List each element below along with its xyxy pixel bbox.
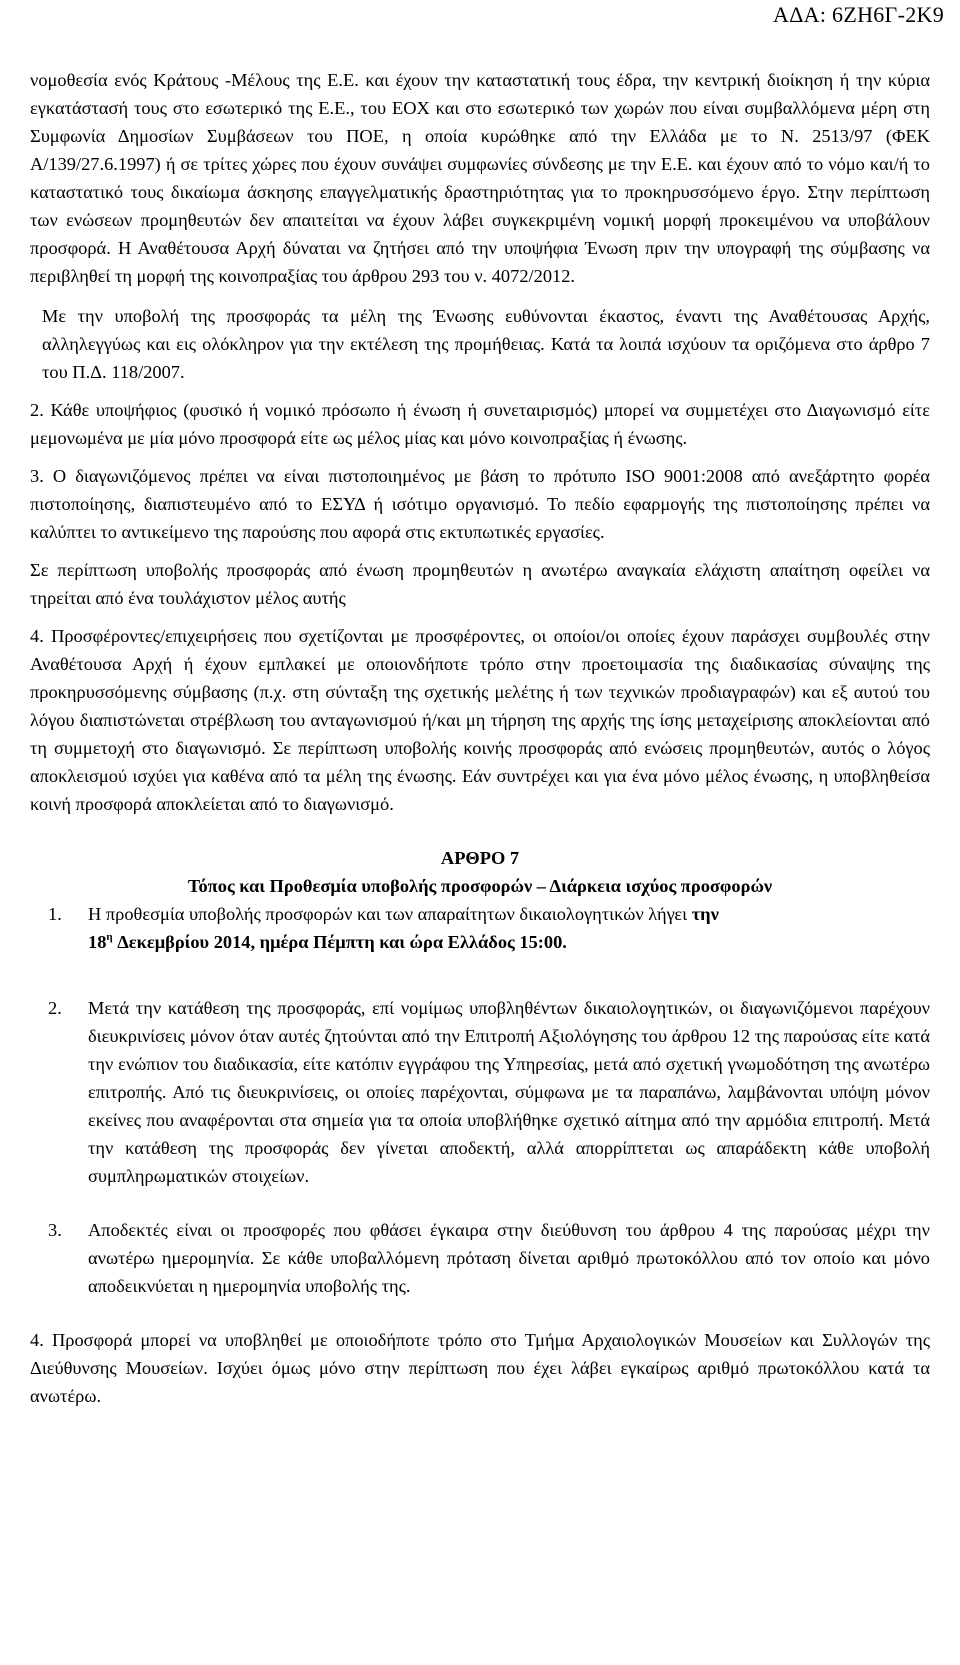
list-number: 1. — [48, 904, 62, 924]
list-number: 2. — [48, 998, 62, 1018]
list-number: 3. — [48, 1220, 62, 1240]
list-item — [30, 994, 930, 1190]
paragraph-union-requirement: Σε περίπτωση υποβολής προσφοράς από ένωση προμηθευτών η ανωτέρω αναγκαία ελάχιστη απαίτηση οφείλει να τηρείται από ένα τουλάχιστον μέλος αυτής — [30, 560, 930, 608]
list-item-text: Μετά την κατάθεση της προσφοράς, επί νομίμως υποβληθέντων δικαιολογητικών, οι διαγωνιζόμενοι παρέχουν διευκρινίσεις μόνον όταν αυτές ζητούνται από την Επιτροπή Αξιολόγησης του άρθρου 12 της παρούσας είτε κατά την ενώπιον του διαδικασία, είτε κατόπιν εγγράφου της Υπηρεσίας, μετά από σχετική γνωμοδότηση της ανωτέρω επιτροπής. Από τις διευκρινίσεις, οι οποίες παρέχονται, σύμφωνα με τα παραπάνω, λαμβάνονται υπόψη μόνον εκείνες που αναφέρονται στα σημεία για τα οποία υποβλήθηκε σχετικό αίτημα από την αρμόδια επιτροπή. Μετά την κατάθεση της προσφοράς δεν γίνεται αποδεκτή, αλλά απορρίπτεται ως απαράδεκτη κάθε υποβολή συμπληρωματικών στοιχείων. — [88, 998, 930, 1186]
list-item — [30, 900, 930, 956]
deadline-date: Δεκεμβρίου 2014, ημέρα Πέμπτη και ώρα Ελλάδος 15:00. — [117, 932, 567, 952]
list-item-text: Αποδεκτές είναι οι προσφορές που φθάσει έγκαιρα στην διεύθυνση του άρθρου 4 της παρούσας μέχρι την ανωτέρω ημερομηνία. Σε κάθε υποβαλλόμενη πρόταση δίνεται αριθμό πρωτοκόλλου από τον οποίο και μόνο αποδεικνύεται η ημερομηνία υποβολής της. — [88, 1220, 930, 1296]
paragraph-final: 4. Προσφορά μπορεί να υποβληθεί με οποιοδήποτε τρόπο στο Τμήμα Αρχαιολογικών Μουσείων και Συλλογών της Διεύθυνσης Μουσείων. Ισχύει όμως μόνο στην περίπτωση που έχει λάβει εγκαίρως αριθμό πρωτοκόλλου κατά τα ανωτέρω. — [30, 1330, 930, 1406]
deadline-text: Η προθεσμία υποβολής προσφορών και των απαραίτητων δικαιολογητικών λήγει — [88, 904, 688, 924]
paragraph-eligibility: νομοθεσία ενός Κράτους -Μέλους της Ε.Ε. και έχουν την καταστατική τους έδρα, την κεντρική διοίκηση ή την κύρια εγκατάστασή τους στο εσωτερικό της Ε.Ε., του ΕΟΧ και στο εσωτερικό των χωρών που είναι συμβαλλόμενα μέρη στη Συμφωνία Δημοσίων Συμβάσεων του ΠΟΕ, η οποία κυρώθηκε από την Ελλάδα με το Ν. 2513/97 (ΦΕΚ Α/139/27.6.1997) ή σε τρίτες χώρες που έχουν συνάψει συμφωνίες σύνδεσης με την Ε.Ε. και έχουν από το νόμο και/ή το καταστατικό τους δικαίωμα άσκησης επαγγελματικής δραστηριότητας για το προκηρυσσόμενο έργο. Στην περίπτωση των ενώσεων προμηθευτών δεν απαιτείται να έχουν λάβει συγκεκριμένη νομική μορφή προκειμένου να υποβάλουν προσφορά. Η Αναθέτουσα Αρχή δύναται να ζητήσει από την υποψήφια Ένωση πριν την υπογραφή της σύμβασης να περιβληθεί τη μορφή της κοινοπραξίας του άρθρου 293 του ν. 4072/2012. — [30, 70, 930, 286]
article-list — [30, 900, 930, 1300]
deadline-day-suffix: η — [106, 931, 113, 943]
paragraph-point-4: 4. Προσφέροντες/επιχειρήσεις που σχετίζονται με προσφέροντες, οι οποίοι/οι οποίες έχουν παράσχει συμβουλές στην Αναθέτουσα Αρχή ή έχουν εμπλακεί με οποιονδήποτε τρόπο στην προετοιμασία της διαδικασίας σύναψης της προκηρυσσόμενης σύμβασης (π.χ. στη σύνταξη της σχετικής μελέτης ή των τεχνικών προδιαγραφών) και εξ αυτού του λόγου διαπιστώνεται στρέβλωση του ανταγωνισμού ή/και μη τήρηση της αρχής της ίσης μεταχείρισης αποκλείονται από τη συμμετοχή στο διαγωνισμό. Σε περίπτωση υποβολής κοινής προσφοράς από ενώσεις προμηθευτών, αυτός ο λόγος αποκλεισμού ισχύει για καθένα από τα μέλη της ένωσης. Εάν συντρέχει και για ένα μόνο μέλος ένωσης, η υποβληθείσα κοινή προσφορά αποκλείεται από το διαγωνισμό. — [30, 626, 930, 814]
ada-code: ΑΔΑ: 6ΖΗ6Γ-2Κ9 — [773, 2, 944, 27]
deadline-day: 18 — [88, 932, 107, 952]
deadline-bold-prefix: την — [691, 904, 719, 924]
list-item — [30, 1216, 930, 1300]
document-body — [30, 66, 930, 1410]
article-subtitle: Τόπος και Προθεσμία υποβολής προσφορών – Διάρκεια ισχύος προσφορών — [187, 876, 773, 896]
article-title: ΑΡΘΡΟ 7 — [440, 848, 520, 868]
paragraph-union-liability: Με την υποβολή της προσφοράς τα μέλη της Ένωσης ευθύνονται έκαστος, έναντι της Αναθέτουσας Αρχής, αλληλεγγύως και εις ολόκληρον για την εκτέλεση της προμήθειας. Κατά τα λοιπά ισχύουν τα οριζόμενα στο άρθρο 7 του Π.Δ. 118/2007. — [42, 306, 930, 382]
paragraph-point-2: 2. Κάθε υποψήφιος (φυσικό ή νομικό πρόσωπο ή ένωση ή συνεταιρισμός) μπορεί να συμμετέχει στο Διαγωνισμό είτε μεμονωμένα με μία μόνο προσφορά είτε ως μέλος μίας και μόνο κοινοπραξίας ή ένωσης. — [30, 400, 930, 448]
paragraph-point-3: 3. Ο διαγωνιζόμενος πρέπει να είναι πιστοποιημένος με βάση το πρότυπο ISO 9001:2008 από ανεξάρτητο φορέα πιστοποίησης, διαπιστευμένο από το ΕΣΥΔ ή ισότιμο οργανισμό. Το πεδίο εφαρμογής της πιστοποίησης πρέπει να καλύπτει το αντικείμενο της παρούσης που αφορά στις εκτυπωτικές εργασίες. — [30, 466, 930, 542]
